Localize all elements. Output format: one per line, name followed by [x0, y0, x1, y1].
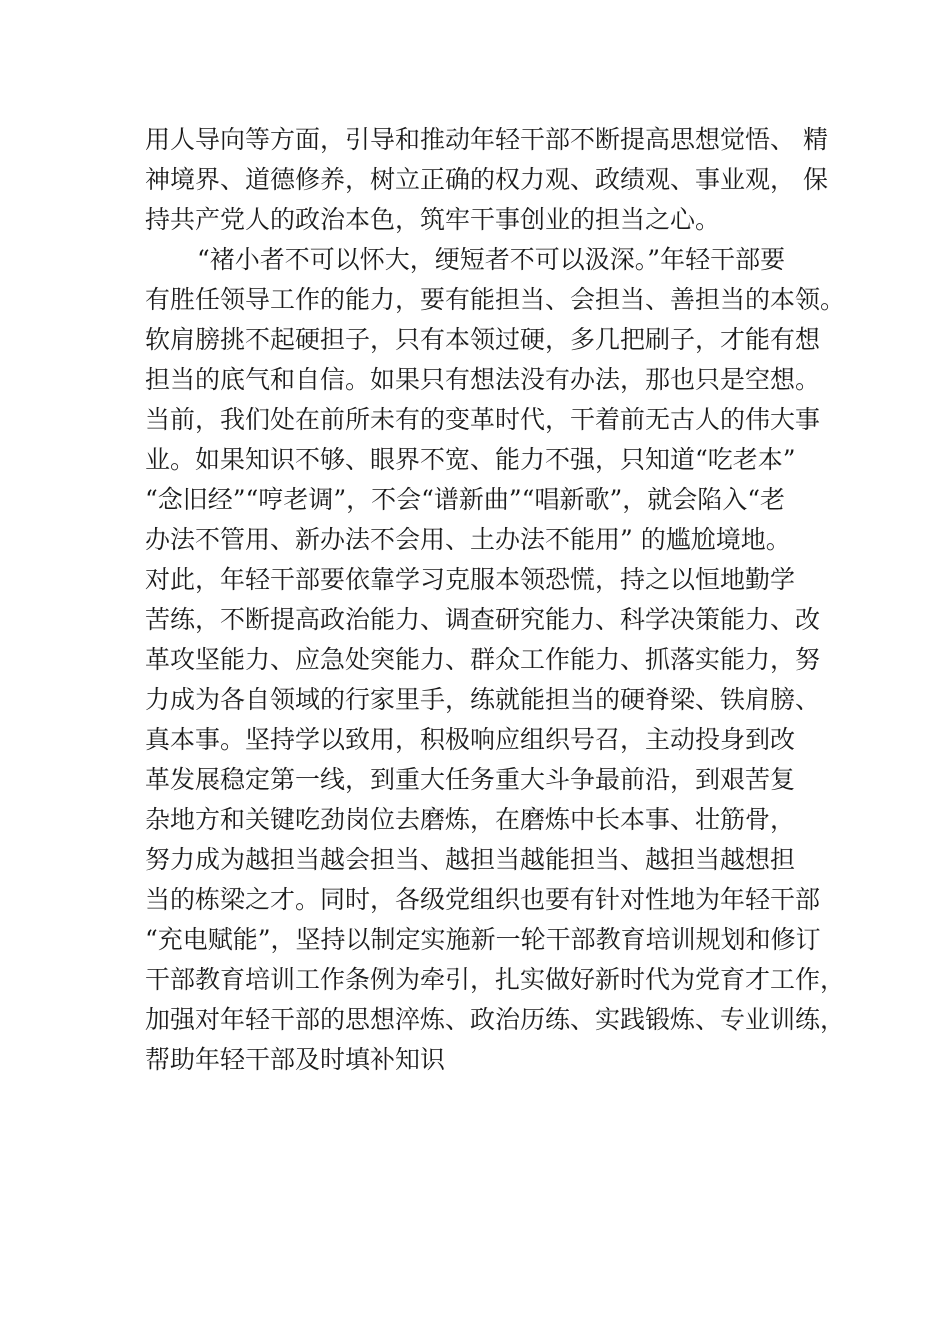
text-line: 软肩膀挑不起硬担子，只有本领过硬，多几把刷子，才能有想 [145, 325, 821, 354]
text-line: “充电赋能”，坚持以制定实施新一轮干部教育培训规划和修订 [145, 925, 821, 954]
text-line: 用人导向等方面，引导和推动年轻干部不断提高思想觉悟、 精 [145, 125, 828, 154]
text-line: 业。如果知识不够、眼界不宽、能力不强，只知道“吃老本” [145, 445, 796, 474]
text-line: 有胜任领导工作的能力，要有能担当、会担当、善担当的本领。 [145, 285, 846, 314]
text-line: 当的栋梁之才。同时，各级党组织也要有针对性地为年轻干部 [145, 885, 821, 914]
text-line: 持共产党人的政治本色，筑牢干事创业的担当之心。 [145, 205, 721, 234]
text-line: 神境界、道德修养，树立正确的权力观、政绩观、事业观， 保 [145, 165, 828, 194]
text-line: “念旧经”“哼老调”，不会“谱新曲”“唱新歌”，就会陷入“老 [145, 485, 786, 514]
text-line: 担当的底气和自信。如果只有想法没有办法，那也只是空想。 [145, 365, 821, 394]
text-line: 真本事。坚持学以致用，积极响应组织号召，主动投身到改 [145, 725, 796, 754]
text-line: 杂地方和关键吃劲岗位去磨炼，在磨炼中长本事、壮筋骨， [145, 805, 796, 834]
text-line: 苦练，不断提高政治能力、调查研究能力、科学决策能力、改 [145, 605, 821, 634]
paragraph-first-line: “褚小者不可以怀大，绠短者不可以汲深。”年轻干部要 [197, 245, 786, 274]
text-line: 办法不管用、新办法不会用、土办法不能用” 的尴尬境地。 [145, 525, 791, 554]
text-line: 加强对年轻干部的思想淬炼、政治历练、实践锻炼、专业训练， [145, 1005, 846, 1034]
text-line: 革攻坚能力、应急处突能力、群众工作能力、抓落实能力，努 [145, 645, 821, 674]
text-line: 力成为各自领域的行家里手，练就能担当的硬脊梁、铁肩膀、 [145, 685, 821, 714]
text-line: 帮助年轻干部及时填补知识 [145, 1045, 446, 1074]
text-line: 革发展稳定第一线，到重大任务重大斗争最前沿，到艰苦复 [145, 765, 796, 794]
text-line: 对此，年轻干部要依靠学习克服本领恐慌，持之以恒地勤学 [145, 565, 796, 594]
body-text [145, 120, 846, 1080]
text-line: 当前，我们处在前所未有的变革时代，干着前无古人的伟大事 [145, 405, 821, 434]
text-line: 干部教育培训工作条例为牵引，扎实做好新时代为党育才工作， [145, 965, 846, 994]
text-line: 努力成为越担当越会担当、越担当越能担当、越担当越想担 [145, 845, 796, 874]
